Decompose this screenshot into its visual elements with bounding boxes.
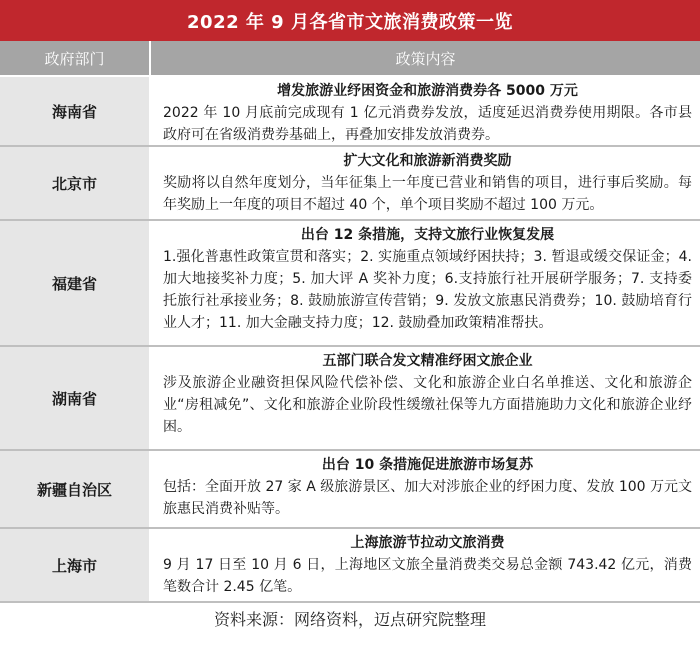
province-cell: 海南省 [0, 77, 151, 145]
province-cell: 福建省 [0, 221, 151, 345]
policy-cell [151, 529, 700, 601]
policy-text: 1.强化普惠性政策宣贯和落实；2. 实施重点领域纾困扶持；3. 暂退或缓交保证金；4. 加大地接奖补力度；5. 加大评 A 奖补力度；6.支持旅行社开展研学服务；7. 支持委托旅行社承接业务；8. 鼓励旅游宣传营销；9. 发放文旅惠民消费券；10. 鼓励培育行业人才；11. 加大金融支持力度；12. 鼓励叠加政策精准帮扶。 [163, 249, 692, 331]
source-note: 资料来源：网络资料，迈点研究院整理 [213, 609, 486, 629]
policy-title: 上海旅游节拉动文旅消费 [350, 535, 505, 551]
header-department: 政府部门 [0, 41, 151, 75]
policy-title: 扩大文化和旅游新消费奖励 [343, 153, 512, 169]
policy-cell [151, 221, 700, 345]
province-cell: 湖南省 [0, 347, 151, 449]
table-row-fujian [0, 221, 700, 347]
table-row-hainan [0, 77, 700, 147]
province-cell: 上海市 [0, 529, 151, 601]
table-row-hunan [0, 347, 700, 451]
table-row-xinjiang [0, 451, 700, 529]
policy-text: 9 月 17 日至 10 月 6 日，上海地区文旅全量消费类交易总金额 743.42 亿元，消费笔数合计 2.45 亿笔。 [163, 557, 692, 595]
table-title: 2022 年 9 月各省市文旅消费政策一览 [0, 0, 700, 41]
policy-text: 包括：全面开放 27 家 A 级旅游景区、加大对涉旅企业的纾困力度、发放 100 万元文旅惠民消费补贴等。 [163, 479, 692, 517]
table-row-beijing [0, 147, 700, 221]
policy-text: 涉及旅游企业融资担保风险代偿补偿、文化和旅游企业白名单推送、文化和旅游企业“房租减免”、文化和旅游企业阶段性缓缴社保等九方面措施助力文化和旅游企业纾困。 [163, 375, 692, 435]
policy-cell [151, 147, 700, 219]
header-policy-content: 政策内容 [395, 49, 456, 68]
province-cell: 新疆自治区 [0, 451, 151, 527]
policy-title: 五部门联合发文精准纾困文旅企业 [322, 353, 533, 369]
policy-title: 出台 12 条措施，支持文旅行业恢复发展 [300, 227, 555, 243]
policy-text: 奖励将以自然年度划分，当年征集上一年度已营业和销售的项目，进行事后奖励。每年奖励上一年度的项目不超过 40 个，单个项目奖励不超过 100 万元。 [163, 175, 692, 213]
policy-title: 出台 10 条措施促进旅游市场复苏 [321, 457, 534, 473]
table-row-shanghai [0, 529, 700, 603]
policy-cell [151, 451, 700, 527]
table-header [0, 41, 700, 77]
policy-text: 2022 年 10 月底前完成现有 1 亿元消费券发放，适度延迟消费券使用期限。各市县政府可在省级消费券基础上，再叠加安排发放消费券。 [163, 105, 692, 143]
policy-cell [151, 347, 700, 449]
province-cell: 北京市 [0, 147, 151, 219]
policy-title: 增发旅游业纾困资金和旅游消费券各 5000 万元 [277, 83, 578, 99]
policy-cell [151, 77, 700, 145]
